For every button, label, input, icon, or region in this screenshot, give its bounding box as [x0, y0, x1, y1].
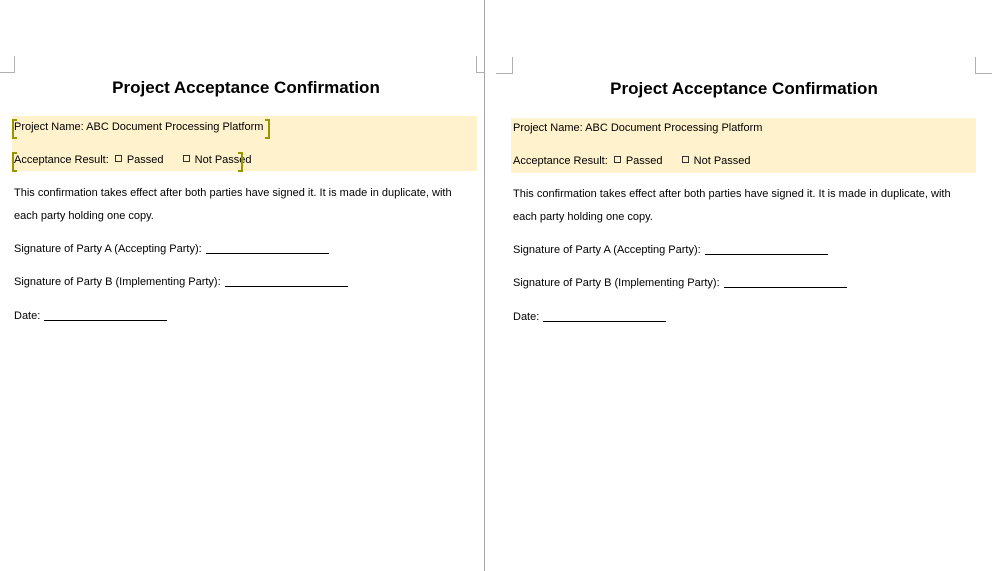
signature-party-a-label: Signature of Party A (Accepting Party):	[513, 244, 701, 256]
acceptance-result-label: Acceptance Result:	[513, 155, 608, 167]
acceptance-result-field[interactable]	[14, 153, 252, 167]
signature-party-b-blank[interactable]	[724, 278, 847, 288]
not-passed-option-label: Not Passed	[693, 155, 751, 167]
date-blank[interactable]	[543, 312, 666, 322]
passed-checkbox-icon[interactable]	[115, 155, 122, 162]
effect-statement-line-1: This confirmation takes effect after both parties have signed it. It is made in duplicate, with	[14, 187, 452, 199]
signature-party-a-line	[14, 242, 329, 256]
passed-checkbox-icon[interactable]	[614, 156, 621, 163]
date-label: Date:	[14, 310, 41, 322]
signature-party-a-line	[513, 243, 828, 257]
document-pane-left[interactable]	[0, 0, 484, 571]
signature-party-a-blank[interactable]	[206, 244, 329, 254]
page-corner-mark-top-left	[496, 57, 513, 74]
content-control-close-bracket-icon	[265, 119, 270, 139]
date-label: Date:	[513, 311, 540, 323]
page-corner-mark-top-right	[476, 56, 484, 73]
date-line	[513, 310, 666, 324]
signature-party-b-label: Signature of Party B (Implementing Party):	[513, 277, 720, 289]
signature-party-b-blank[interactable]	[225, 277, 348, 287]
passed-option-label: Passed	[625, 155, 663, 167]
effect-statement-line-2: each party holding one copy.	[14, 210, 154, 222]
acceptance-result-label: Acceptance Result:	[14, 154, 109, 166]
date-line	[14, 309, 167, 323]
effect-statement-line-1: This confirmation takes effect after both parties have signed it. It is made in duplicate, with	[513, 188, 951, 200]
page-corner-mark-top-right	[975, 57, 992, 74]
signature-party-b-line	[14, 275, 348, 289]
project-name-field[interactable]: Project Name: ABC Document Processing Platform	[513, 122, 763, 134]
page-corner-mark-top-left	[0, 56, 15, 73]
content-control-close-bracket-icon	[238, 152, 243, 172]
passed-option-label: Passed	[126, 154, 164, 166]
effect-statement-line-2: each party holding one copy.	[513, 211, 653, 223]
project-name-field[interactable]: Project Name: ABC Document Processing Platform	[14, 121, 264, 133]
signature-party-a-blank[interactable]	[705, 245, 828, 255]
document-title: Project Acceptance Confirmation	[112, 78, 380, 97]
signature-party-b-label: Signature of Party B (Implementing Party):	[14, 276, 221, 288]
document-pane-right[interactable]	[485, 0, 994, 571]
not-passed-option-label: Not Passed	[194, 154, 252, 166]
document-title: Project Acceptance Confirmation	[610, 79, 878, 98]
signature-party-b-line	[513, 276, 847, 290]
not-passed-checkbox-icon[interactable]	[682, 156, 689, 163]
signature-party-a-label: Signature of Party A (Accepting Party):	[14, 243, 202, 255]
date-blank[interactable]	[44, 311, 167, 321]
acceptance-result-field[interactable]	[513, 154, 751, 168]
not-passed-checkbox-icon[interactable]	[183, 155, 190, 162]
